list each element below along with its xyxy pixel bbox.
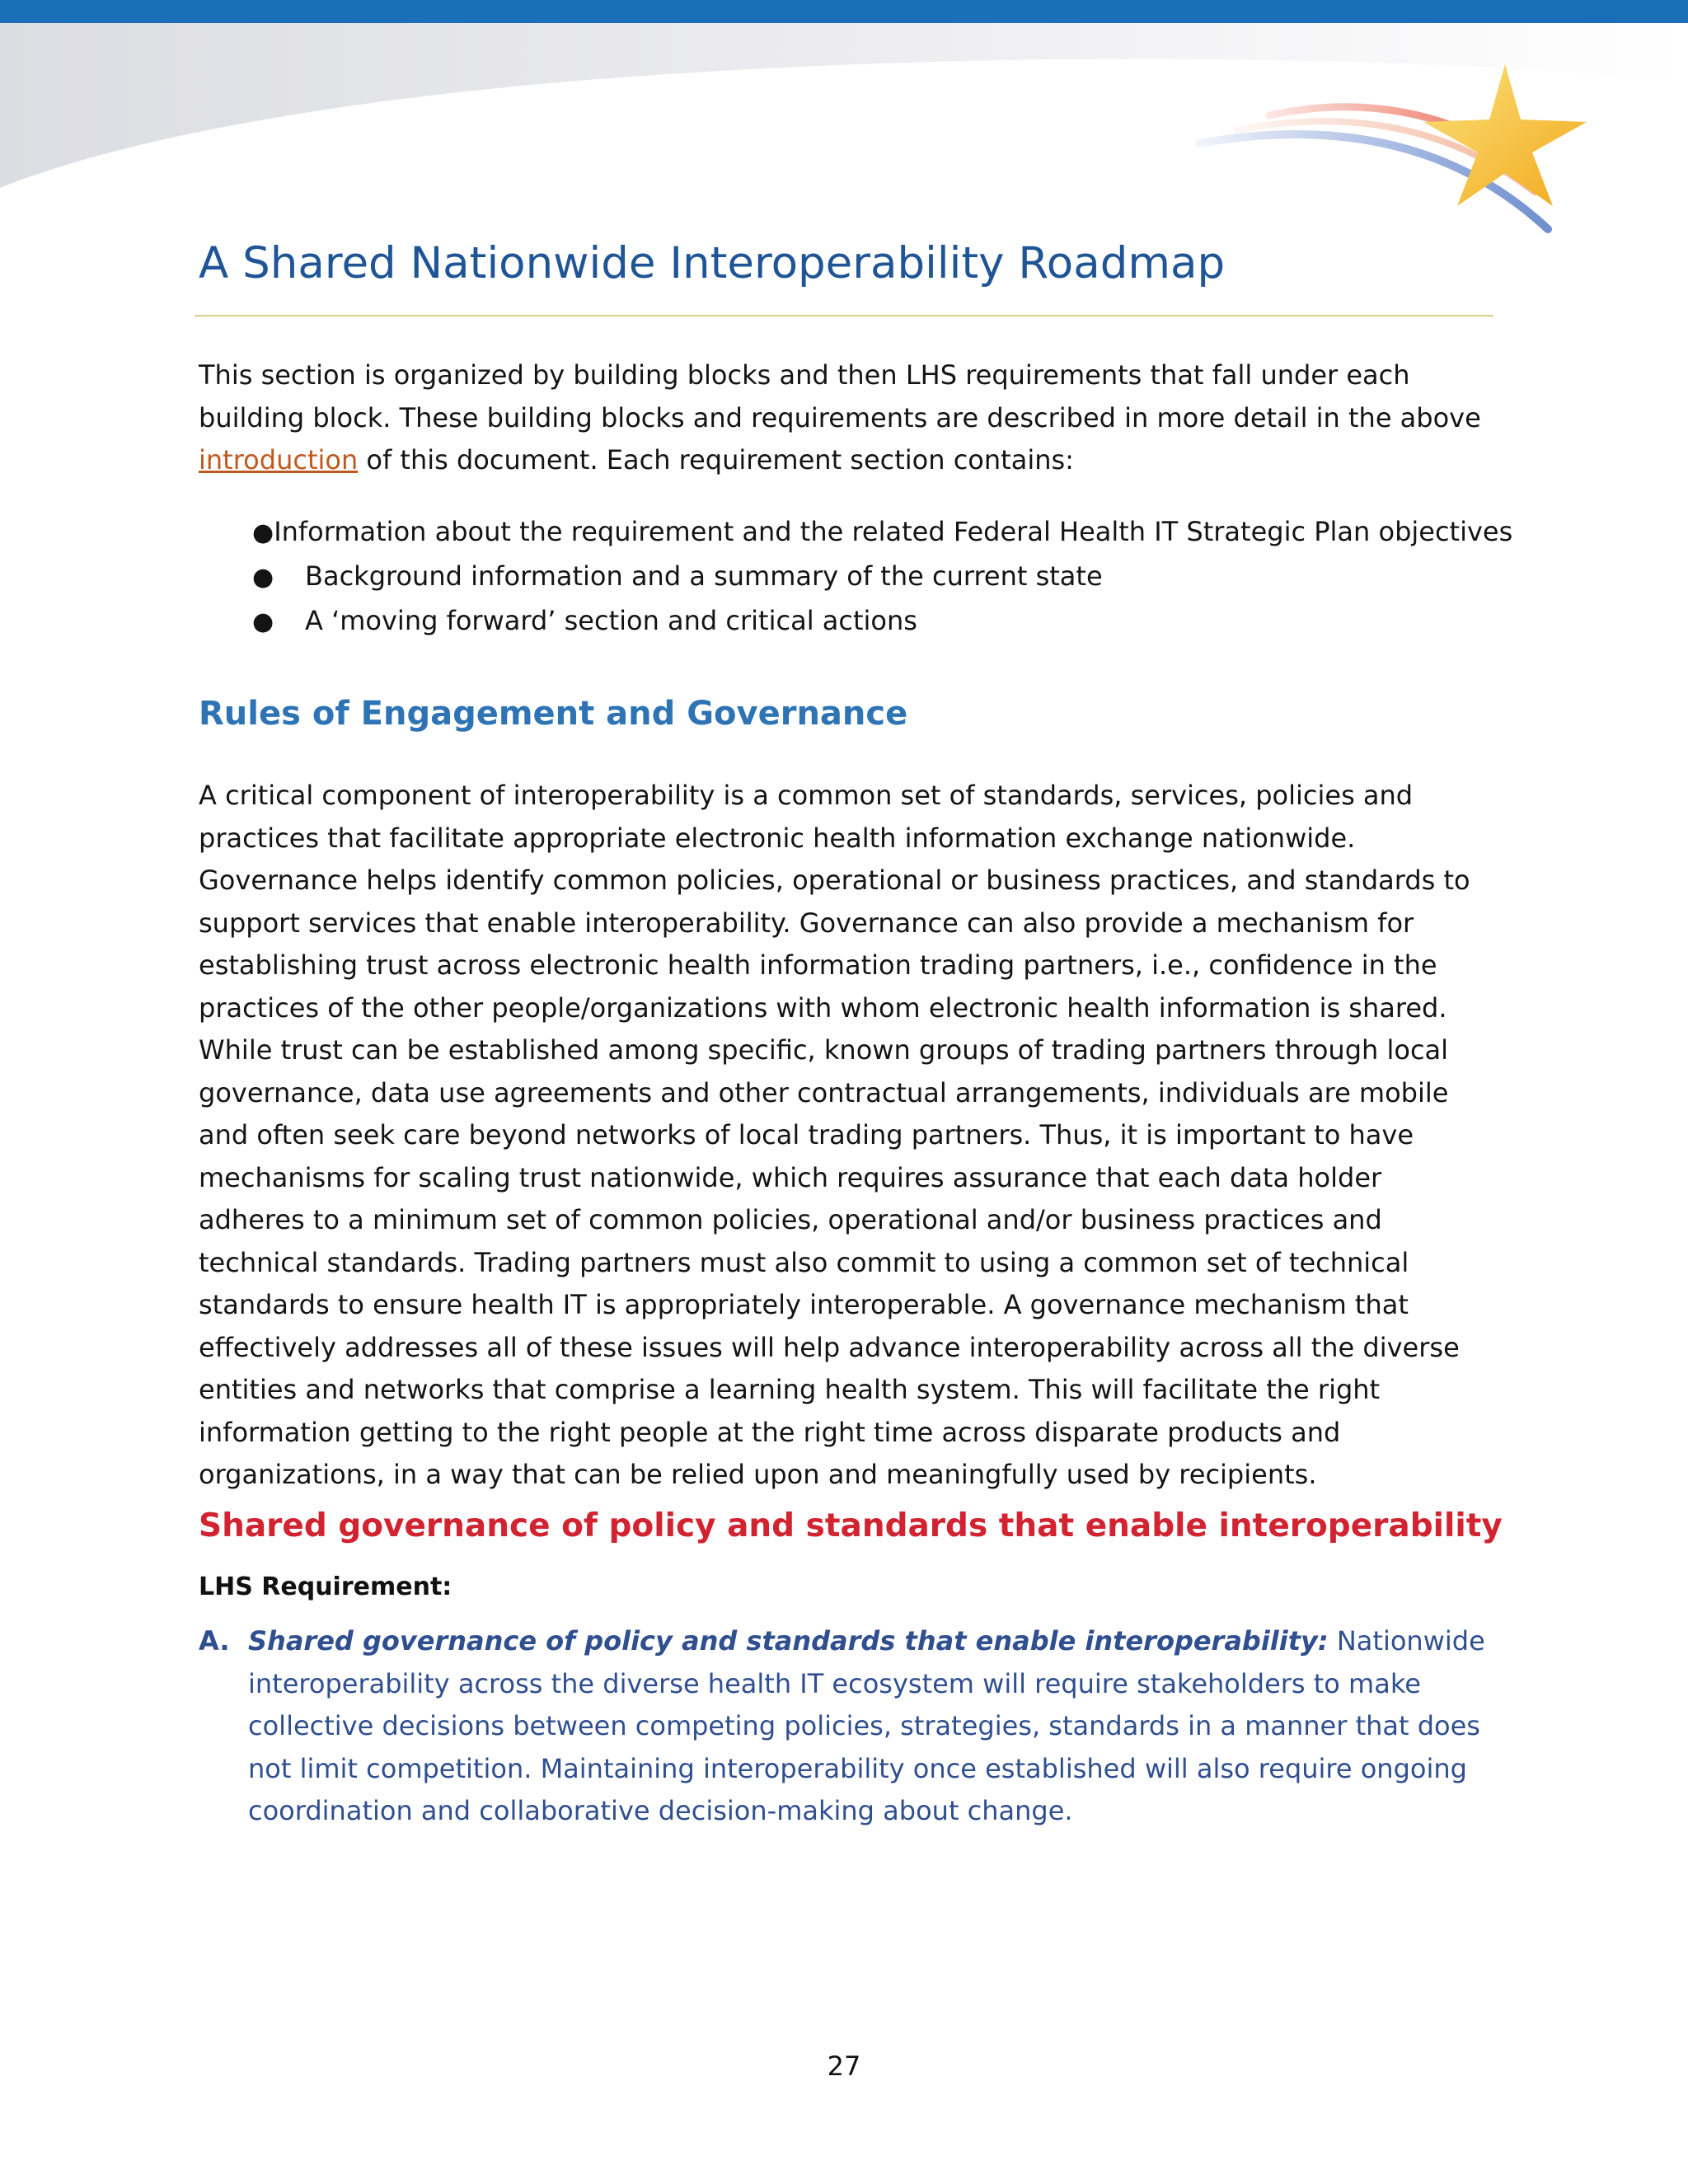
requirement-letter: A. [199,1625,230,1657]
shooting-star-icon [1423,64,1587,206]
requirement-item [199,1620,1493,1833]
requirement-text [248,1620,1493,1833]
list-item [252,510,1513,555]
intro-paragraph [199,354,1493,482]
list-item-text: Information about the requirement and the related Federal Health IT Strategic Plan objectives [274,516,1513,547]
list-item [252,599,1489,644]
page-title: A Shared Nationwide Interoperability Roadmap [199,238,1226,288]
title-divider [195,315,1493,316]
bullet-icon: ● [252,607,274,636]
section-contents-list [252,510,1513,644]
page-number: 27 [827,2050,861,2082]
requirement-body: Nationwide interoperability across the diverse health IT ecosystem will require stakeholders to make collective decisions between competing policies, strategies, standards in a manner that does not limit competition. Maintaining interoperability once established will also require ongoing coordination and collaborative decision-making about change. [248,1625,1485,1826]
top-banner-bar [0,0,1688,23]
lhs-requirement-label: LHS Requirement: [199,1572,452,1601]
introduction-link[interactable]: introduction [199,444,359,476]
bullet-icon: ● [252,563,274,592]
intro-text-start: This section is organized by building blocks and then LHS requirements that fall under each building block. These building blocks and requirements are described in more detail in the above [199,359,1481,434]
section-heading: Rules of Engagement and Governance [199,695,908,733]
governance-paragraph: A critical component of interoperability is a common set of standards, services, policies and practices that facilitate appropriate electronic health information exchange nationwide. Governance helps identify common policies, operational or business practices, and standards to support services that enable interoperability. Governance can also provide a mechanism for establishing trust across electronic health information trading partners, i.e., confidence in the practices of the other people/organizations with whom electronic health information is shared. While trust can be established among specific, known groups of trading partners through local governance, data use agreements and other contractual arrangements, individuals are mobile and often seek care beyond networks of local trading partners. Thus, it is important to have mechanisms for scaling trust nationwide, which requires assurance that each data holder adheres to a minimum set of common policies, operational and/or business practices and technical standards. Trading partners must also commit to using a common set of technical standards to ensure health IT is appropriately interoperable. A governance mechanism that effectively addresses all of these issues will help advance interoperability across all the diverse entities and networks that comprise a learning health system. This will facilitate the right information getting to the right people at the right time across disparate products and organizations, in a way that can be relied upon and meaningfully used by recipients. [199,780,1470,1490]
requirement-lead: Shared governance of policy and standards that enable interoperability: [248,1625,1329,1657]
header-decoration [0,23,1688,246]
list-item [252,555,1489,599]
bullet-icon: ● [252,518,274,547]
subsection-heading: Shared governance of policy and standards that enable interoperability [199,1507,1503,1544]
list-item-text: A ‘moving forward’ section and critical actions [305,605,917,636]
list-item-text: Background information and a summary of the current state [305,560,1103,592]
grey-wave-shape [0,23,1688,188]
intro-text-end: of this document. Each requirement section contains: [358,444,1074,476]
